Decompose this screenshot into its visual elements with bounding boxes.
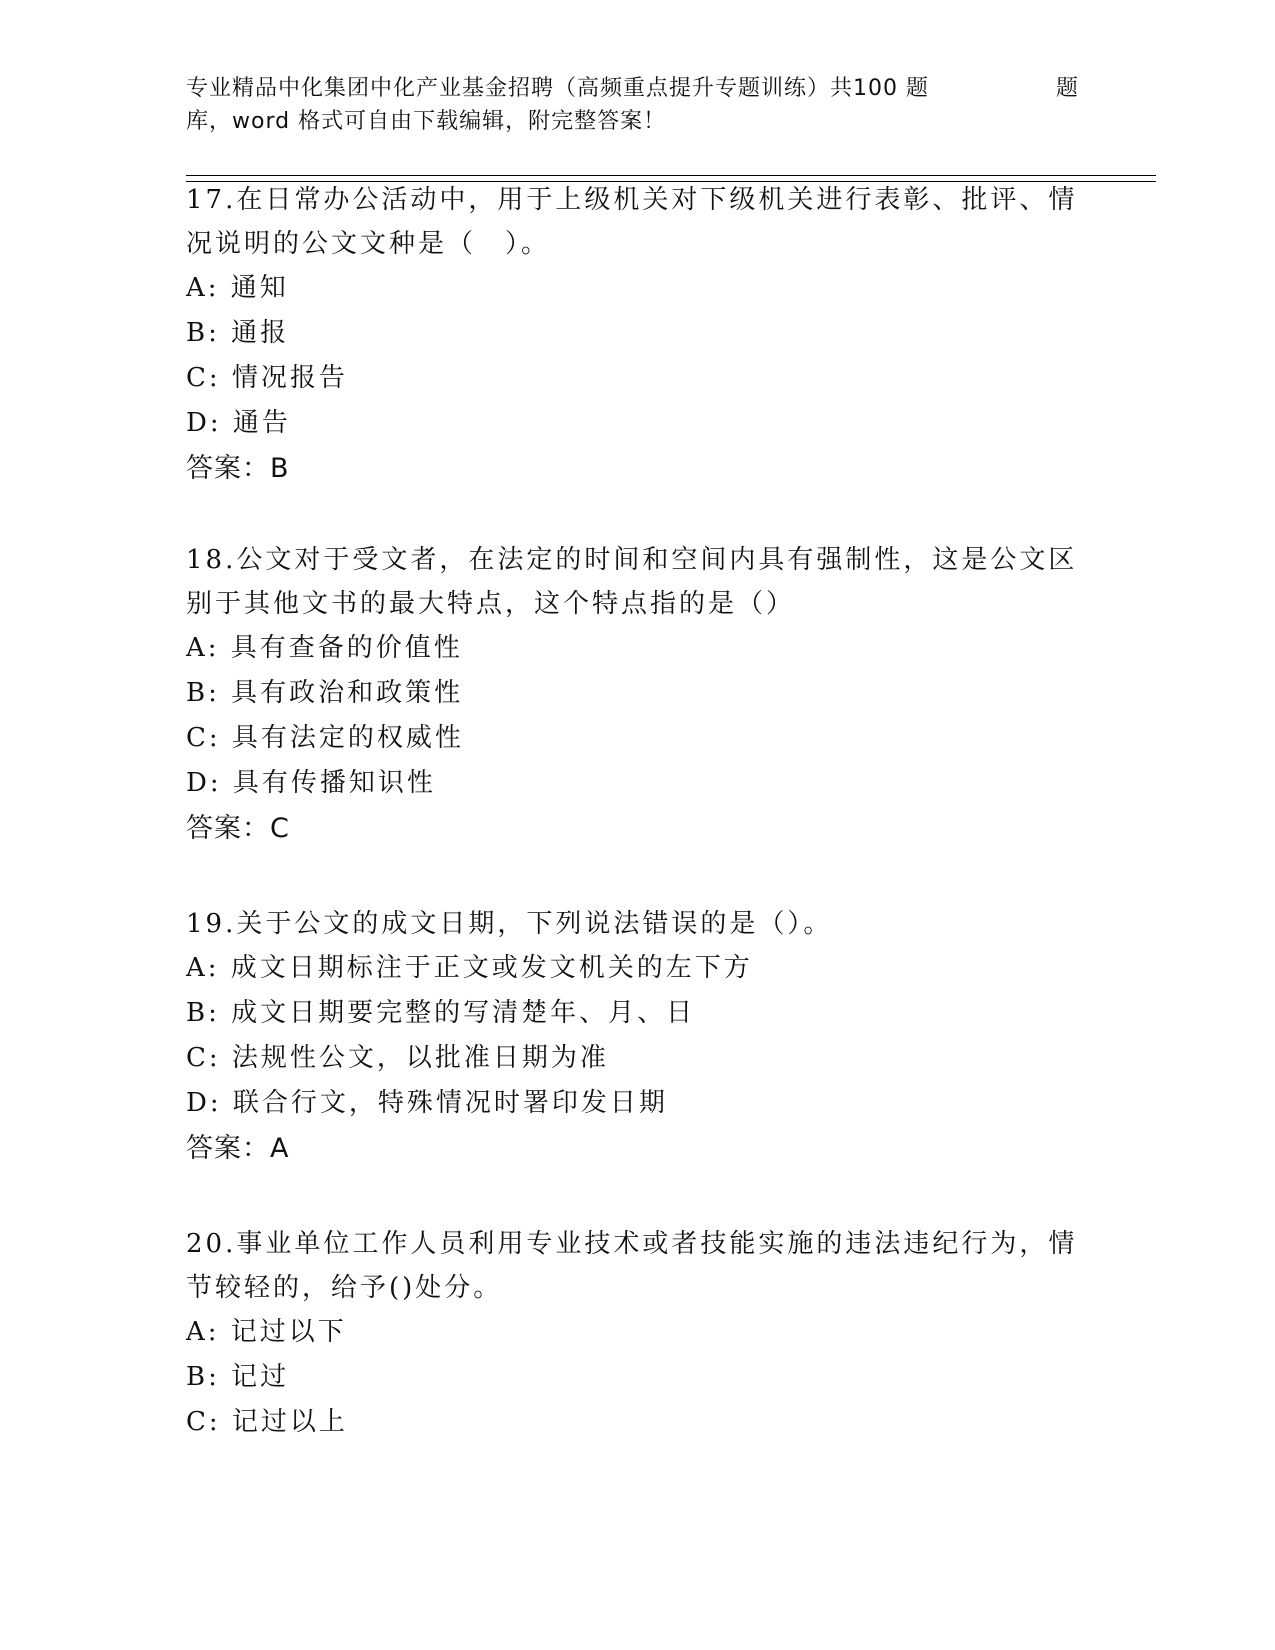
option-b: B: 具有政治和政策性 bbox=[186, 678, 464, 708]
question-18 bbox=[186, 538, 1086, 852]
question-stem: 20.事业单位工作人员利用专业技术或者技能实施的违法违纪行为，情节较轻的，给予()处分。 bbox=[186, 1229, 1078, 1303]
option-b: B: 成文日期要完整的写清楚年、月、日 bbox=[186, 998, 696, 1028]
option-a: A: 记过以下 bbox=[186, 1317, 347, 1347]
option-a: A: 通知 bbox=[186, 273, 289, 303]
question-stem: 17.在日常办公活动中，用于上级机关对下级机关进行表彰、批评、情况说明的公文文种是（ ）。 bbox=[186, 185, 1078, 259]
answer-text: 答案：B bbox=[186, 453, 290, 484]
option-d: D: 通告 bbox=[186, 408, 291, 438]
header-title-tail: 题 bbox=[1056, 76, 1080, 101]
header-divider-top bbox=[186, 175, 1156, 176]
option-c: C: 具有法定的权威性 bbox=[186, 723, 464, 753]
header-line-1 bbox=[186, 72, 1086, 105]
question-19 bbox=[186, 902, 1086, 1172]
option-a: A: 成文日期标注于正文或发文机关的左下方 bbox=[186, 953, 753, 983]
header-title-text: 专业精品中化集团中化产业基金招聘（高频重点提升专题训练）共100 题 bbox=[186, 76, 929, 101]
option-d: D: 具有传播知识性 bbox=[186, 768, 436, 798]
option-c: C: 情况报告 bbox=[186, 363, 348, 393]
option-d: D: 联合行文，特殊情况时署印发日期 bbox=[186, 1088, 668, 1118]
question-stem: 19.关于公文的成文日期，下列说法错误的是（）。 bbox=[186, 909, 833, 939]
option-c: C: 记过以上 bbox=[186, 1407, 348, 1437]
question-stem: 18.公文对于受文者，在法定的时间和空间内具有强制性，这是公文区别于其他文书的最大特点，这个特点指的是（） bbox=[186, 545, 1078, 619]
header-line-2: 库，word 格式可自由下载编辑，附完整答案！ bbox=[186, 109, 667, 134]
question-20 bbox=[186, 1222, 1086, 1445]
answer-text: 答案：A bbox=[186, 1133, 290, 1164]
question-17 bbox=[186, 178, 1086, 492]
option-a: A: 具有查备的价值性 bbox=[186, 633, 463, 663]
document-header bbox=[186, 72, 1086, 138]
answer-text: 答案：C bbox=[186, 813, 290, 844]
option-b: B: 通报 bbox=[186, 318, 290, 348]
option-b: B: 记过 bbox=[186, 1362, 290, 1392]
option-c: C: 法规性公文，以批准日期为准 bbox=[186, 1043, 609, 1073]
